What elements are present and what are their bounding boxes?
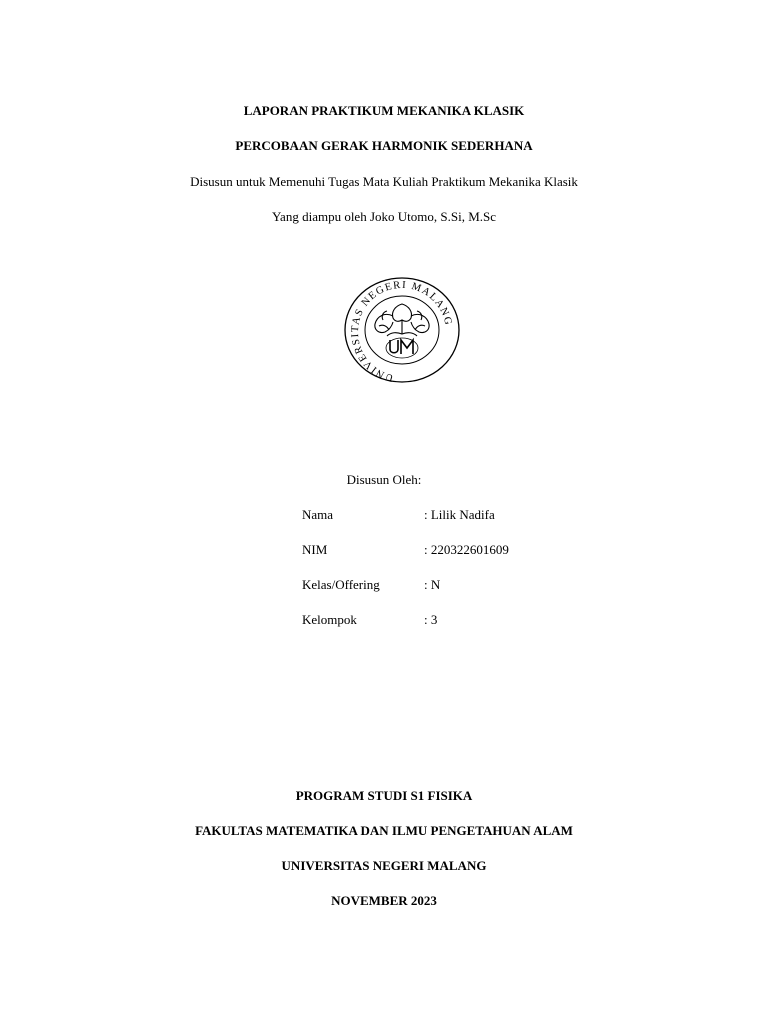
experiment-title: PERCOBAAN GERAK HARMONIK SEDERHANA [235,138,533,153]
author-value: : 3 [424,612,438,627]
author-value: : 220322601609 [424,542,509,557]
university-name: UNIVERSITAS NEGERI MALANG [281,858,487,873]
study-program: PROGRAM STUDI S1 FISIKA [295,788,473,803]
author-value: : N [424,577,441,592]
report-title: LAPORAN PRAKTIKUM MEKANIKA KLASIK [243,103,525,118]
author-label: NIM [302,542,328,557]
purpose-text: Disusun untuk Memenuhi Tugas Mata Kuliah Praktikum Mekanika Klasik [190,174,578,189]
svg-text:UNIVERSITAS NEGERI MALANG: UNIVERSITAS NEGERI MALANG [349,279,454,384]
author-heading: Disusun Oleh: [346,472,422,487]
author-label: Nama [302,507,334,522]
report-date: NOVEMBER 2023 [331,893,437,908]
author-value: : Lilik Nadifa [424,507,495,522]
author-label: Kelompok [302,612,357,627]
lecturer-text: Yang diampu oleh Joko Utomo, S.Si, M.Sc [271,209,497,224]
university-logo [343,276,461,384]
author-label: Kelas/Offering [302,577,380,592]
faculty-name: FAKULTAS MATEMATIKA DAN ILMU PENGETAHUAN ALAM [195,823,573,838]
